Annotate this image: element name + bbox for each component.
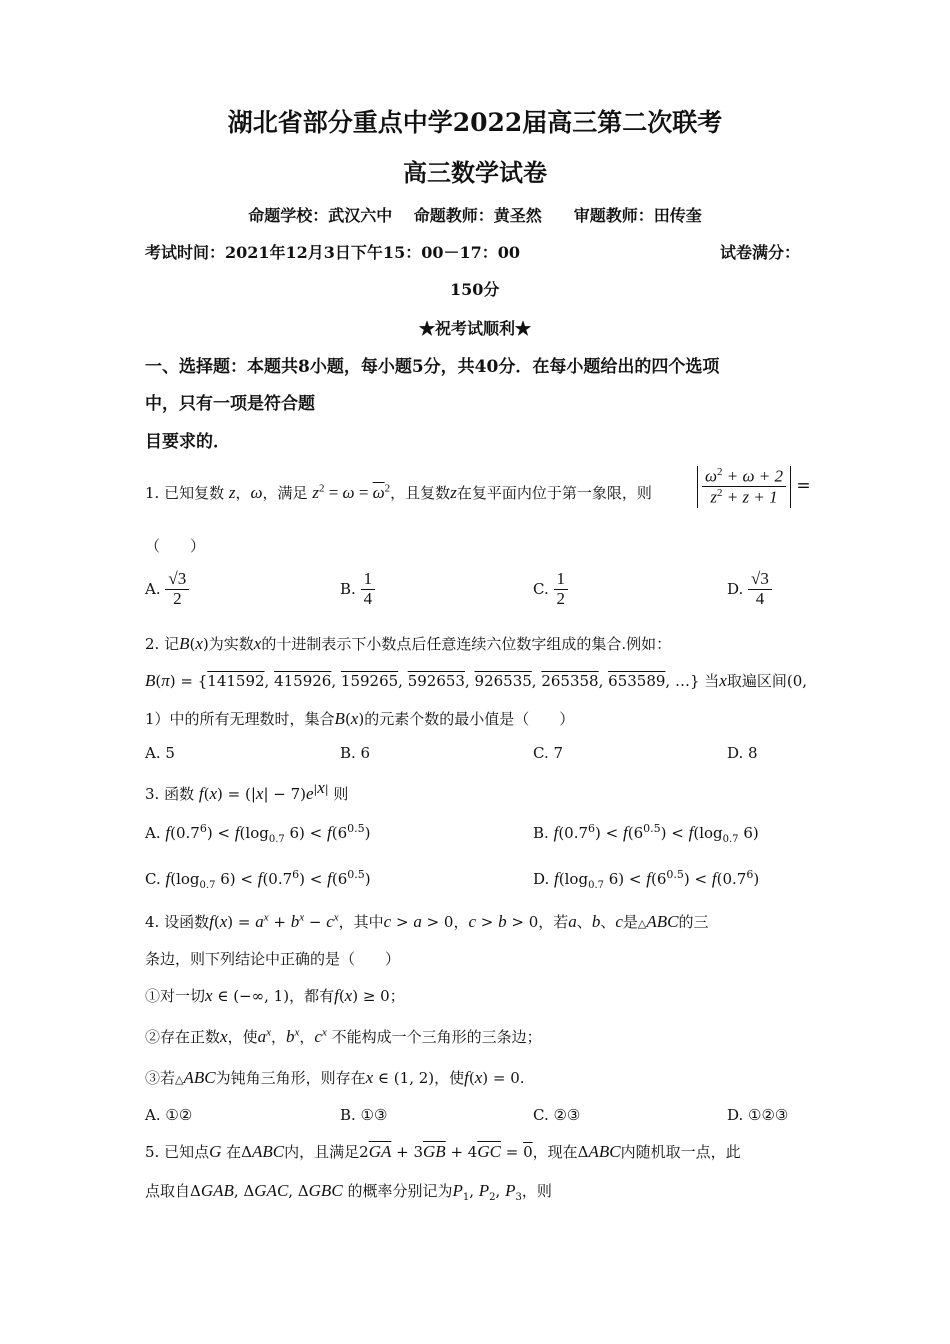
q1-paren: （ ） [145,537,206,555]
q1-option-a: A. $\frac{√3}{2}$ [145,570,189,608]
q3-option-a: A. $f(0.7^6) < f(\log_{0.7}$ $6) < f(6^{0.5})$ [145,822,371,845]
full-score-value: 150分 [450,280,500,299]
exam-title: 湖北省部分重点中学2022届高三第二次联考 [227,108,723,137]
question-3: 3. 函数 $f(x) = (|x| - 7)e^{|x|}$ 则 [145,778,349,803]
wish-line: ★祝考试顺利★ [418,319,531,338]
question-2-line3: 1）中的所有无理数时，集合B(x)的元素个数的最小值是（ ） [145,709,575,728]
question-5-line1: 5. 已知点G 在ΔABC内，且满足$2\overline{GA} + 3\overline{GB} + 4\overline{GC} = 0$，现在ΔABC内随机取一点，此 [145,1142,741,1161]
q3-option-b: B. $f(0.7^6) < f(6^{0.5}) < f(\log_{0.7}$ 6) [533,822,759,845]
authors-line: 命题学校：武汉六中 命题教师：黄圣然 审题教师：田传奎 [248,206,702,225]
q2-option-a: A. 5 [145,744,175,762]
set-item: 141592 [207,672,265,690]
set-item: 653589 [608,672,666,690]
set-item: 592653 [407,672,465,690]
section-heading-3: 目要求的． [145,432,230,452]
q1-option-c: C. $\frac{1}{2}$ [533,570,568,608]
question-2-line2: B(π) = {141592, 415926, 159265, 592653, 926535, 265358, 653589, …} 当x取遍区间(0, [145,671,808,690]
q4-option-d: D. ①②③ [727,1106,789,1124]
full-score-label: 试卷满分： [720,243,801,262]
set-item: 415926 [274,672,332,690]
section-heading-1: 一、选择题：本题共8小题，每小题5分，共40分．在每小题给出的四个选项 [145,357,720,377]
q3-option-d: D. $f(\log_{0.7}$ $6) < f(6^{0.5}) < f(0.7^6)$ [533,868,760,891]
q2-option-d: D. 8 [727,744,758,762]
exam-subtitle: 高三数学试卷 [403,158,547,187]
q4-statement-1: ①对一切x ∈ (−∞, 1)，都有f(x) ≥ 0； [145,986,405,1005]
q4-statement-2: ②存在正数x，使$a^x$，$b^x$，$c^x$ 不能构成一个三角形的三条边； [145,1026,542,1046]
q2-option-c: C. 7 [533,744,564,762]
question-2-line1: 2. 记B(x)为实数x的十进制表示下小数点后任意连续六位数字组成的集合.例如： [145,634,672,653]
set-item: 265358 [541,672,599,690]
set-item: 159265 [340,672,399,690]
q4-option-a: A. ①② [145,1106,193,1124]
q1-option-b: B. $\frac{1}{4}$ [340,570,375,608]
exam-time: 考试时间：2021年12月3日下午15：00－17：00 [145,243,520,262]
q2-option-b: B. 6 [340,744,371,762]
q3-option-c: C. $f(\log_{0.7}$ $6) < f(0.7^6) < f(6^{0.5})$ [145,868,371,891]
question-4-line1: 4. 设函数$f(x) = a^x + b^x - c^x$，其中c > a > 0，c > b > 0，若a、b、c是△ABC的三 [145,911,709,931]
q1-option-d: D. $\frac{√3}{4}$ [727,570,772,608]
q4-statement-3: ③若△ABC为钝角三角形，则存在x ∈ (1, 2)，使f(x) = 0. [145,1068,525,1087]
q4-option-b: B. ①③ [340,1106,388,1124]
question-1: 1. 已知复数 z，ω，满足 $z^2 = \omega = \overline{\omega}^2$，且复数z在复平面内位于第一象限，则 $\frac{\omega^2 + \omega + 2}{z^2 + z + 1}$ = [145,466,811,507]
set-item: 926535 [474,672,532,690]
section-heading-2: 中，只有一项是符合题 [145,394,315,414]
question-5-line2: 点取自ΔGAB, ΔGAC, ΔGBC 的概率分别记为$P_1$, $P_2$, $P_3$，则 [145,1181,552,1203]
question-4-line2: 条边，则下列结论中正确的是（ ） [145,950,401,968]
q4-option-c: C. ②③ [533,1106,581,1124]
